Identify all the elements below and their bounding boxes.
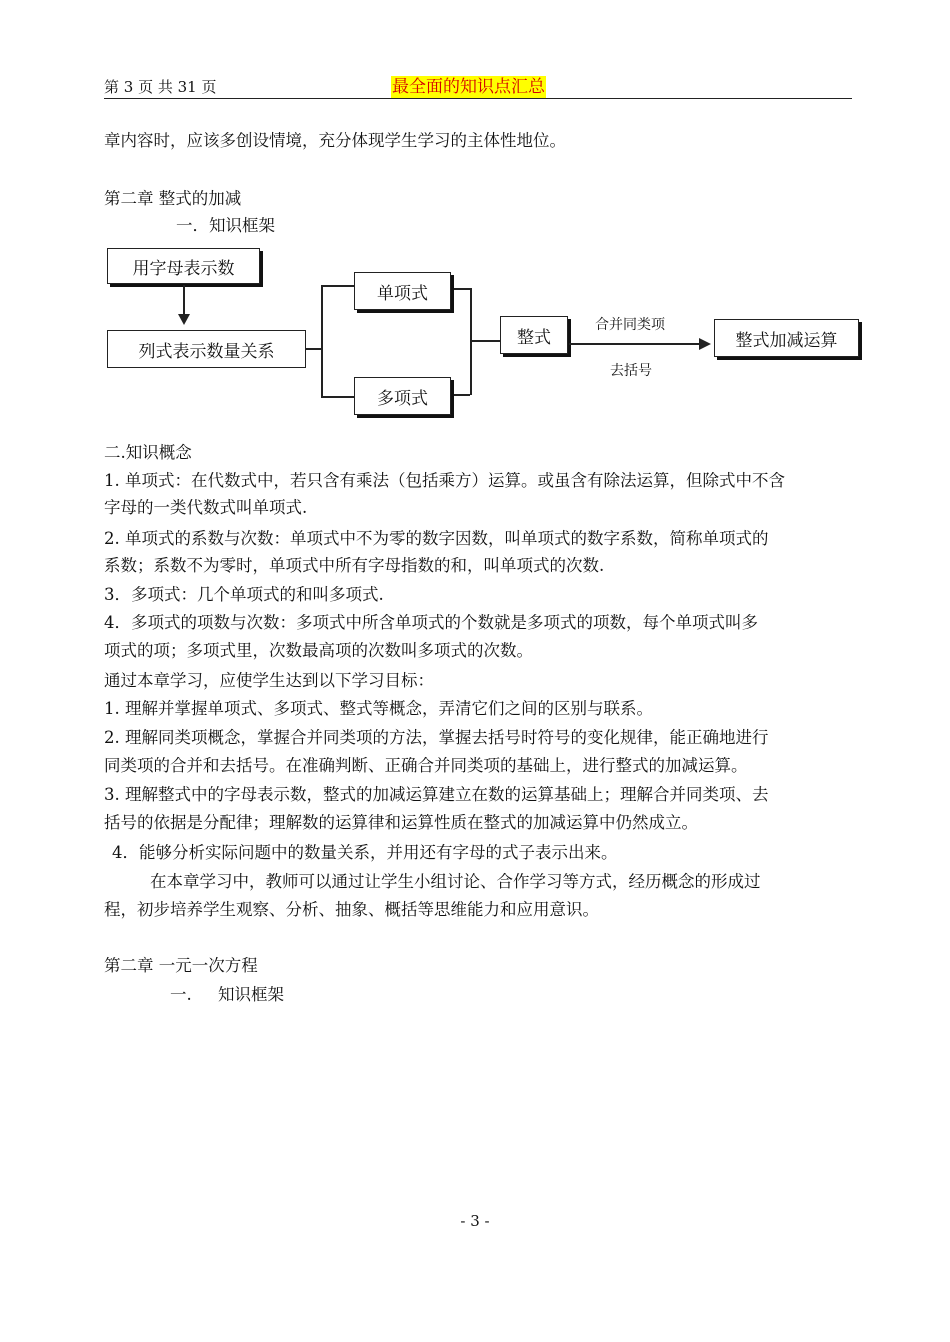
box-monomial: 单项式 (354, 272, 451, 310)
goal-3-line-1: 3. 理解整式中的字母表示数，整式的加减运算建立在数的运算基础上；理解合并同类项、去 (104, 785, 769, 804)
box-expression-quantity-relation: 列式表示数量关系 (107, 330, 306, 368)
arrow-line-right (569, 343, 699, 345)
bracket-line-bottom (321, 396, 354, 398)
goal-1: 1. 理解并掌握单项式、多项式、整式等概念，弄清它们之间的区别与联系。 (104, 699, 653, 718)
teaching-paragraph-line-2: 程，初步培养学生观察、分析、抽象、概括等思维能力和应用意识。 (104, 900, 599, 919)
concept-2-line-1: 2. 单项式的系数与次数：单项式中不为零的数字因数，叫单项式的数字系数，简称单项式的 (104, 529, 769, 548)
arrow-right-icon (699, 338, 711, 350)
header-divider (104, 98, 852, 99)
box-integral-expression: 整式 (500, 316, 568, 354)
arrow-down-icon (178, 314, 190, 325)
connector-line (306, 348, 321, 350)
bracket-line-bottom-right (454, 394, 470, 396)
framework-2-number: 一. (170, 985, 192, 1004)
arrow-line-down (183, 285, 185, 317)
box-polynomial: 多项式 (354, 377, 451, 415)
header-page-info: 第 3 页 共 31 页 (104, 78, 217, 96)
chapter-title: 第二章 整式的加减 (104, 189, 242, 208)
arrow-label-remove-brackets: 去括号 (610, 363, 652, 379)
bracket-line-left (321, 285, 323, 397)
framework-2-heading: 知识框架 (218, 985, 284, 1004)
box-integral-addition-subtraction: 整式加减运算 (714, 319, 859, 357)
concept-2-line-2: 系数；系数不为零时，单项式中所有字母指数的和，叫单项式的次数. (104, 556, 605, 575)
concept-1-line-2: 字母的一类代数式叫单项式. (104, 498, 308, 517)
goals-intro: 通过本章学习，应使学生达到以下学习目标： (104, 671, 434, 690)
teaching-paragraph-line-1: 在本章学习中，教师可以通过让学生小组讨论、合作学习等方式，经历概念的形成过 (150, 872, 761, 891)
arrow-label-combine-like-terms: 合并同类项 (595, 317, 665, 333)
connector-line-to-integral (470, 340, 500, 342)
concept-3: 3．多项式：几个单项式的和叫多项式. (104, 585, 384, 604)
header-title: 最全面的知识点汇总 (392, 77, 545, 97)
page-number: - 3 - (460, 1212, 490, 1230)
concept-4-line-1: 4．多项式的项数与次数：多项式中所含单项式的个数就是多项式的项数，每个单项式叫多 (104, 613, 758, 632)
bracket-line-right (470, 288, 472, 395)
goal-2-line-2: 同类项的合并和去括号。在准确判断、正确合并同类项的基础上，进行整式的加减运算。 (104, 756, 748, 775)
bracket-line-top-right (454, 288, 470, 290)
box-letters-represent-numbers: 用字母表示数 (107, 248, 260, 284)
goal-3-line-2: 括号的依据是分配律；理解数的运算律和运算性质在整式的加减运算中仍然成立。 (104, 813, 698, 832)
goal-4: 4．能够分析实际问题中的数量关系，并用还有字母的式子表示出来。 (112, 843, 618, 862)
knowledge-framework-diagram (104, 240, 864, 425)
bracket-line-top (321, 285, 354, 287)
framework-heading: 一．知识框架 (176, 216, 275, 235)
goal-2-line-1: 2. 理解同类项概念，掌握合并同类项的方法，掌握去括号时符号的变化规律，能正确地进行 (104, 728, 769, 747)
intro-paragraph: 章内容时，应该多创设情境，充分体现学生学习的主体性地位。 (104, 131, 566, 150)
concept-1-line-1: 1. 单项式：在代数式中，若只含有乘法（包括乘方）运算。或虽含有除法运算，但除式中不含 (104, 471, 785, 490)
concept-4-line-2: 项式的项；多项式里，次数最高项的次数叫多项式的次数。 (104, 641, 533, 660)
concepts-heading: 二.知识概念 (104, 443, 192, 462)
chapter-title-linear-equations: 第二章 一元一次方程 (104, 956, 258, 975)
